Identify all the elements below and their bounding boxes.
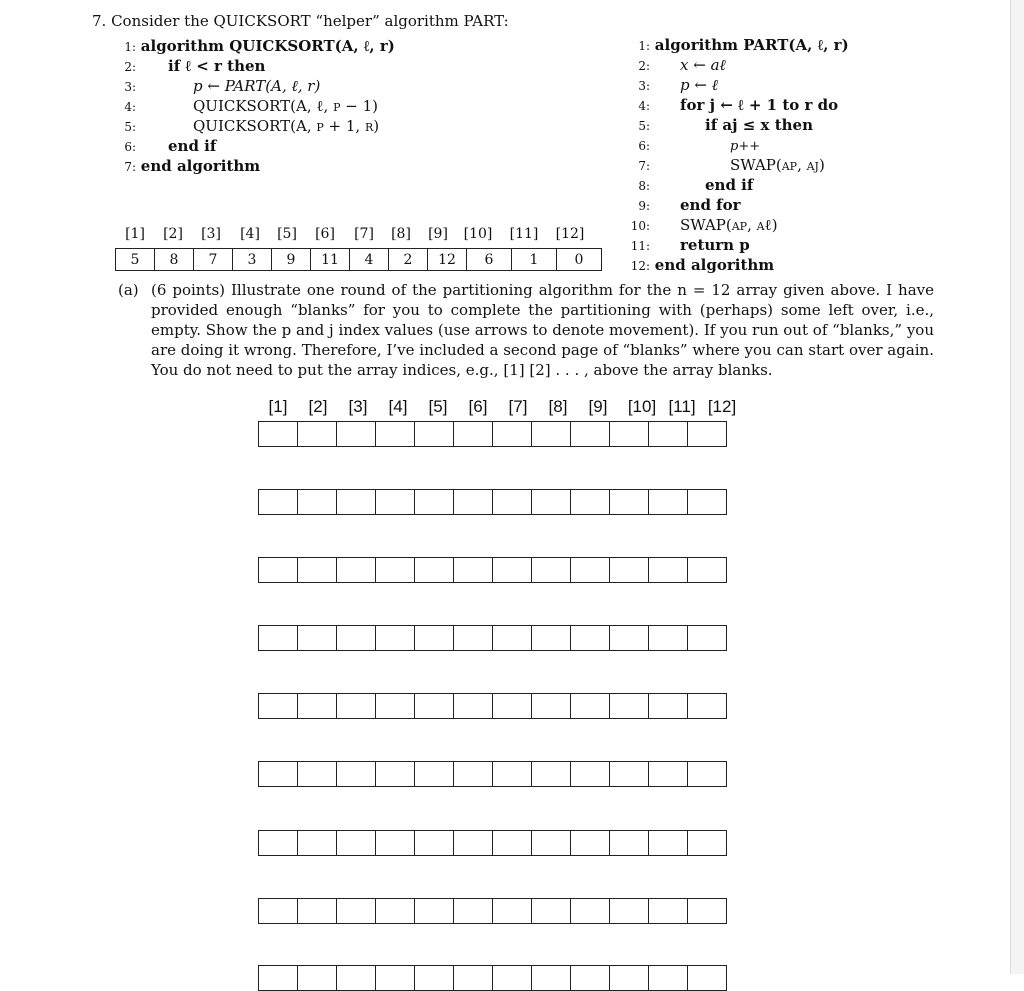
array-index: [7] (354, 226, 374, 242)
qs-line-7: 7: end algorithm (124, 157, 261, 175)
blank-array-row[interactable] (258, 557, 727, 583)
part-line-1: 1: algorithm PART(A, ℓ, r) (638, 36, 849, 54)
array-index: [10] (463, 226, 493, 242)
array-cell: 5 (116, 249, 155, 271)
array-cell: 6 (467, 249, 512, 271)
part-a-instructions (118, 280, 934, 380)
part-line-6: 6: p++ (638, 139, 761, 154)
qs-line-1: 1: algorithm QUICKSORT(A, ℓ, r) (124, 37, 395, 55)
array-index: [4] (240, 226, 260, 242)
blank-index: [9] (588, 397, 608, 416)
blank-index: [8] (548, 397, 568, 416)
blank-array-row[interactable] (258, 761, 727, 787)
blank-index: [3] (348, 397, 368, 416)
array-cell: 7 (194, 249, 233, 271)
array-cell: 8 (155, 249, 194, 271)
page-edge (1010, 0, 1024, 974)
qs-line-2: 2: if ℓ < r then (124, 57, 266, 75)
part-line-2: 2: x ← aℓ (638, 56, 726, 74)
blank-index: [12] (707, 397, 737, 416)
blank-index: [2] (308, 397, 328, 416)
qs-line-4: 4: QUICKSORT(A, ℓ, p − 1) (124, 97, 378, 115)
array-index: [9] (428, 226, 448, 242)
part-line-12: 12: end algorithm (630, 256, 775, 274)
part-line-5: 5: if aj ≤ x then (638, 116, 813, 134)
blank-index: [7] (508, 397, 528, 416)
array-cell: 0 (557, 249, 602, 271)
array-index: [8] (391, 226, 411, 242)
blank-array-row[interactable] (258, 898, 727, 924)
blank-array-row[interactable] (258, 489, 727, 515)
part-a-label: (a) (118, 281, 139, 299)
part-line-7: 7: SWAP(ap, aj) (638, 156, 825, 174)
blank-array-row[interactable] (258, 421, 727, 447)
array-cell: 9 (272, 249, 311, 271)
input-array (115, 248, 602, 271)
qs-line-6: 6: end if (124, 137, 217, 155)
array-cell: 2 (389, 249, 428, 271)
blank-index: [5] (428, 397, 448, 416)
blank-array-row[interactable] (258, 693, 727, 719)
part-line-8: 8: end if (638, 176, 754, 194)
qs-line-3: 3: p ← PART(A, ℓ, r) (124, 77, 321, 95)
array-index: [1] (125, 226, 145, 242)
blank-index: [4] (388, 397, 408, 416)
array-index: [12] (555, 226, 585, 242)
array-index: [6] (315, 226, 335, 242)
array-cell: 4 (350, 249, 389, 271)
array-index: [3] (201, 226, 221, 242)
part-line-10: 10: SWAP(ap, aℓ) (630, 216, 778, 234)
blank-index: [11] (668, 397, 696, 416)
array-index: [11] (509, 226, 539, 242)
array-index: [5] (277, 226, 297, 242)
blank-index: [6] (468, 397, 488, 416)
blank-index: [10] (627, 397, 657, 416)
question-heading: 7. Consider the QUICKSORT “helper” algorithm PART: (92, 12, 509, 30)
qs-line-5: 5: QUICKSORT(A, p + 1, r) (124, 117, 380, 135)
part-line-3: 3: p ← ℓ (638, 76, 718, 94)
array-cell: 3 (233, 249, 272, 271)
part-line-4: 4: for j ← ℓ + 1 to r do (638, 96, 839, 114)
blank-array-row[interactable] (258, 830, 727, 856)
array-cell: 1 (512, 249, 557, 271)
array-cell: 12 (428, 249, 467, 271)
part-line-11: 11: return p (630, 236, 750, 254)
part-line-9: 9: end for (638, 196, 741, 214)
blank-index: [1] (268, 397, 288, 416)
blank-array-row[interactable] (258, 625, 727, 651)
part-a-text: (6 points) Illustrate one round of the partitioning algorithm for the n = 12 array given above. I have provided enough “blanks” for you to complete the partitioning with (perhaps) some left over, i.e., empty. Show the p and j index values (use arrows to denote movement). If you run out of “blanks,” you are doing it wrong. Therefore, I’ve included a second page of “blanks” where you can start over again. You do not need to put the array indices, e.g., [1] [2] . . . , above the array blanks. (151, 281, 934, 379)
array-index: [2] (163, 226, 183, 242)
blank-array-row[interactable] (258, 965, 727, 991)
array-cell: 11 (311, 249, 350, 271)
